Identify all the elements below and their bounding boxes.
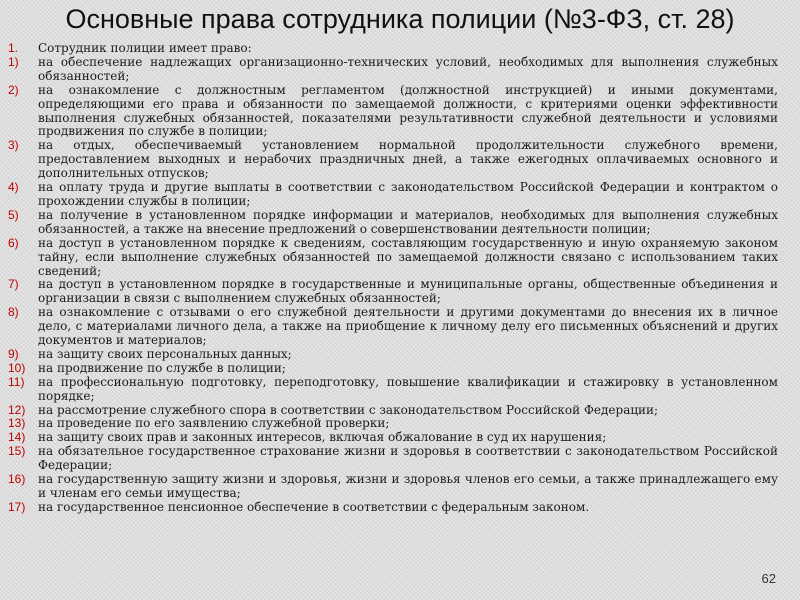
item-number: 4) [8,180,19,195]
list-item [8,362,778,376]
list-item [8,278,778,306]
item-text: на доступ в установленном порядке в государственные и муниципальные органы, общественные объединения и организации в связи с выполнением служебных обязанностей; [38,277,778,306]
list-item [8,306,778,348]
list-item [8,139,778,181]
item-text: на ознакомление с отзывами о его служебной деятельности и другими документами до внесения их в личное дело, с материалами личного дела, а также на приобщение к личному делу его письменных объяснений и других документов и материалов; [38,305,778,348]
item-number: 16) [8,472,26,487]
item-number: 2) [8,82,19,97]
item-number: 9) [8,346,19,361]
item-text: на рассмотрение служебного спора в соответствии с законодательством Российской Федерации; [38,402,659,417]
item-text: на доступ в установленном порядке к сведениям, составляющим государственную и иную охраняемую законом тайну, если выполнение служебных обязанностей по замещаемой должности связано с использованием таких сведений; [38,235,778,278]
item-number: 1) [8,54,19,69]
item-text: на государственную защиту жизни и здоровья, жизни и здоровья членов его семьи, а также принадлежащего ему и членам его семьи имущества; [38,472,778,500]
list-item [8,237,778,279]
item-text: на ознакомление с должностным регламентом (должностной инструкцией) и иными документами, определяющими его права и обязанности по замещаемой должности, с критериями оценки эффективности выполнения служебных обязанностей, показателями результативности служебной деятельности и условиями продвижения по службе в полиции; [38,82,778,139]
item-number: 14) [8,430,26,445]
page-number: 62 [761,571,776,586]
item-number: 1. [8,41,19,55]
item-number: 6) [8,235,19,250]
list-item [8,473,778,501]
item-number: 12) [8,402,26,417]
item-text: на отдых, обеспечиваемый установлением нормальной продолжительности служебного времени, предоставлением выходных и нерабочих праздничных дней, а также ежегодных оплачиваемых основного и дополнительных отпусков; [38,138,778,181]
list-item [8,181,778,209]
item-text: на оплату труда и другие выплаты в соответствии с законодательством Российской Федерации и контрактом о прохождении службы в полиции; [38,180,778,208]
item-text: на получение в установленном порядке информации и материалов, необходимых для выполнения служебных обязанностей, а также на внесение предложений о совершенствовании деятельности полиции; [38,207,778,236]
item-text: на проведение по его заявлению служебной проверки; [38,416,390,431]
rights-list [8,42,778,515]
item-text: на государственное пенсионное обеспечение в соответствии с федеральным законом. [38,499,590,514]
list-item [8,376,778,404]
item-number: 15) [8,444,26,459]
item-number: 5) [8,207,19,222]
slide-title: Основные права сотрудника полиции (№3-ФЗ, ст. 28) [65,4,735,34]
list-item [8,42,778,56]
item-text: Сотрудник полиции имеет право: [38,41,252,55]
item-text: на защиту своих прав и законных интересов, включая обжалование в суд их нарушения; [38,430,607,445]
list-item [8,445,778,473]
list-item [8,501,778,515]
list-item [8,431,778,445]
list-item [8,209,778,237]
item-number: 10) [8,360,26,375]
item-number: 7) [8,277,19,292]
item-number: 11) [8,374,25,389]
item-text: на обязательное государственное страхование жизни и здоровья в соответствии с законодательством Российской Федерации; [38,444,778,473]
item-number: 13) [8,416,26,431]
item-number: 8) [8,305,19,320]
item-text: на обеспечение надлежащих организационно-технических условий, необходимых для выполнения служебных обязанностей; [38,54,778,83]
item-number: 17) [8,499,26,514]
item-text: на защиту своих персональных данных; [38,346,292,361]
list-item [8,56,778,84]
item-text: на продвижение по службе в полиции; [38,360,286,375]
item-text: на профессиональную подготовку, переподготовку, повышение квалификации и стажировку в установленном порядке; [38,374,778,403]
list-item [8,404,778,418]
list-item [8,348,778,362]
item-number: 3) [8,138,19,153]
list-item [8,84,778,140]
list-item [8,417,778,431]
